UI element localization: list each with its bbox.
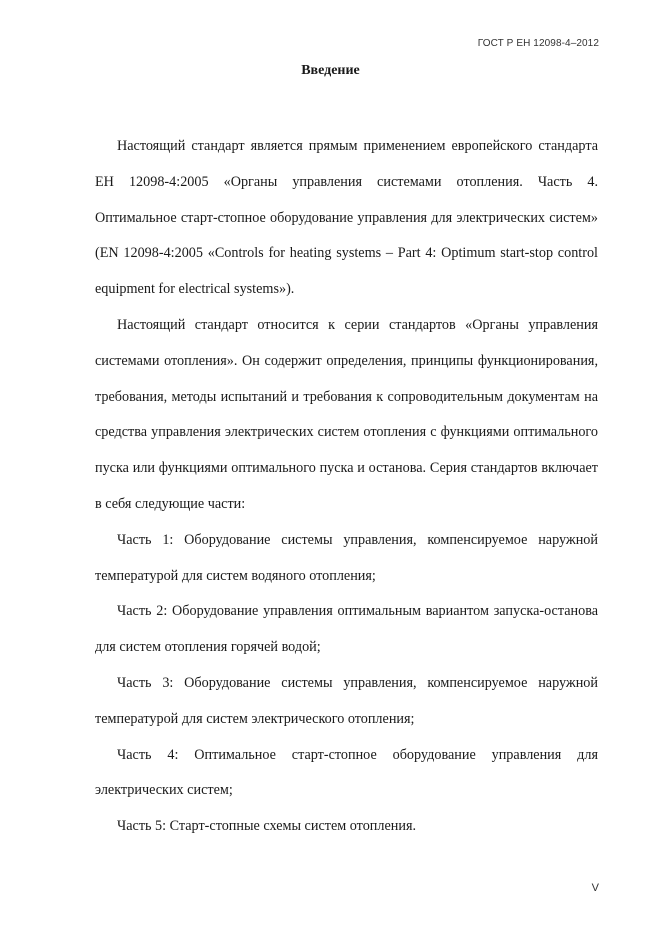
list-item-part-3: Часть 3: Оборудование системы управления, компенсируемое наружной температурой для систем электрического отопления;: [95, 674, 598, 727]
section-title: Введение: [301, 63, 360, 78]
page-number: V: [591, 882, 599, 894]
document-body: [95, 129, 598, 845]
list-item-part-5: Часть 5: Старт-стопные схемы систем отопления.: [117, 818, 417, 835]
paragraph-series: Настоящий стандарт относится к серии стандартов «Органы управления системами отопления». Он содержит определения, принципы функционирования, требования, методы испытаний и требования к сопроводительным документам на средства управления электрических систем отопления с функциями оптимального пуска или функциями оптимального пуска и останова. Серия стандартов включает в себя следующие части:: [95, 316, 598, 512]
list-item-part-2: Часть 2: Оборудование управления оптимальным вариантом запуска-останова для систем отопления горячей водой;: [95, 603, 598, 656]
document-code: ГОСТ Р ЕН 12098-4–2012: [477, 38, 599, 49]
paragraph-intro: Настоящий стандарт является прямым применением европейского стандарта ЕН 12098-4:2005 «Органы управления системами отопления. Часть 4. Оптимальное старт-стопное оборудование управления для электрических систем» (EN 12098-4:2005 «Controls for heating systems – Part 4: Optimum start-stop control equipment for electrical systems»).: [95, 138, 598, 298]
list-item-part-4: Часть 4: Оптимальное старт-стопное оборудование управления для электрических систем;: [95, 746, 598, 799]
list-item-part-1: Часть 1: Оборудование системы управления, компенсируемое наружной температурой для систем водяного отопления;: [95, 531, 598, 584]
